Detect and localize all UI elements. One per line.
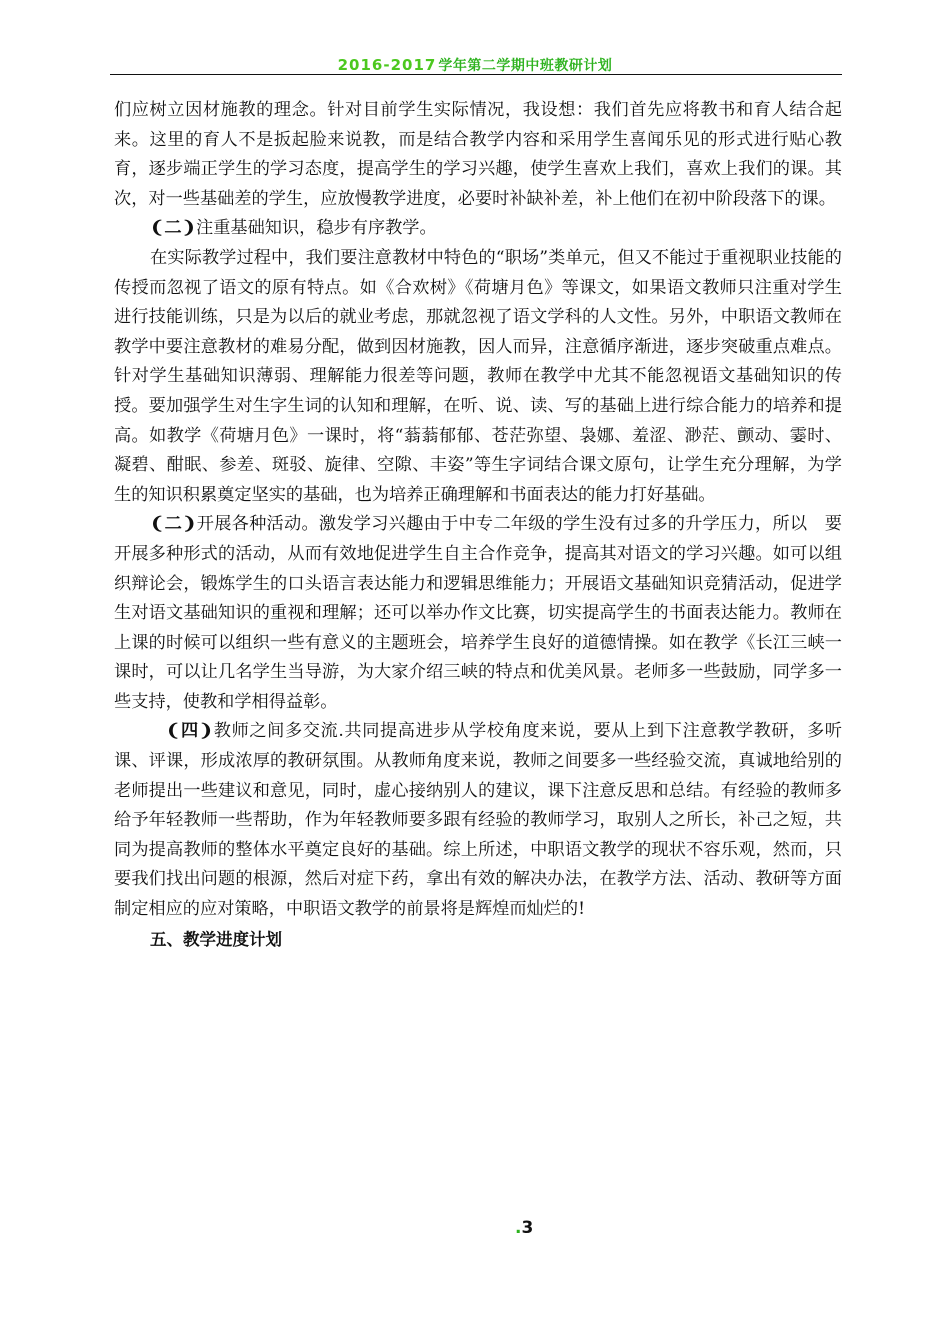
page-number-dot: .: [515, 1218, 522, 1238]
section-text: 教师之间多交流.共同提高进步从学校角度来说，要从上到下注意教学教研，多听课、评课，形成浓厚的教研氛围。从教师角度来说，教师之间要多一些经验交流，真诚地给别的老师提出一些建议和意见，同时，虚心接纳别人的建议，课下注意反思和总结。有经验的教师多给予年轻教师一些帮助，作为年轻教师要多跟有经验的教师学习，取别人之所长，补己之短，共同为提高教师的整体水平奠定良好的基础。综上所述，中职语文教学的现状不容乐观，然而，只要我们找出问题的根源，然后对症下药，拿出有效的解决办法，在教学方法、活动、教研等方面制定相应的应对策略，中职语文教学的前景将是辉煌而灿烂的!: [114, 721, 842, 920]
paragraph-continued: 们应树立因材施教的理念。针对目前学生实际情况，我设想：我们首先应将教书和育人结合起来。这里的育人不是扳起脸来说教，而是结合教学内容和采用学生喜闻乐见的形式进行贴心教育，逐步端正学生的学习态度，提高学生的学习兴趣，使学生喜欢上我们，喜欢上我们的课。其次，对一些基础差的学生，应放慢教学进度，必要时补缺补差，补上他们在初中阶段落下的课。: [114, 100, 842, 209]
header-rule: [110, 74, 842, 75]
header-title: 学年第二学期中班教研计划: [438, 58, 613, 74]
header-year: 2016-2017: [337, 56, 437, 74]
page-number: [515, 1218, 533, 1238]
section-title: 注重基础知识，稳步有序教学。: [196, 218, 437, 239]
section-heading-schedule: 五、教学进度计划: [150, 929, 282, 949]
running-header: [110, 55, 840, 75]
section-heading-basics: [114, 214, 842, 244]
paragraph-basics: 在实际教学过程中，我们要注意教材中特色的“职场”类单元，但又不能过于重视职业技能的传授而忽视了语文的原有特点。如《合欢树》《荷塘月色》等课文，如果语文教师只注重对学生进行技能训练，只是为以后的就业考虑，那就忽视了语文学科的人文性。另外，中职语文教师在教学中要注意教材的难易分配，做到因材施教，因人而异，注意循序渐进，逐步突破重点难点。针对学生基础知识薄弱、理解能力很差等问题，教师在教学中尤其不能忽视语文基础知识的传授。要加强学生对生字生词的认知和理解，在听、说、读、写的基础上进行综合能力的培养和提高。如教学《荷塘月色》一课时，将“蓊蓊郁郁、苍茫弥望、袅娜、羞涩、渺茫、颤动、霎时、凝碧、酣眠、参差、斑驳、旋律、空隙、丰姿”等生字词结合课文原句，让学生充分理解，为学生的知识积累奠定坚实的基础，也为培养正确理解和书面表达的能力打好基础。: [114, 247, 842, 505]
section-marker: ❨二❩: [150, 514, 197, 535]
document-body: [114, 96, 842, 954]
section-marker: ❨二❩: [150, 218, 196, 239]
paragraph-activities: [114, 510, 842, 717]
section-marker: ❨四❩: [166, 721, 214, 742]
paragraph-teacher-exchange: [114, 717, 842, 924]
page-number-value: 3: [521, 1218, 534, 1238]
section-text: 开展各种活动。激发学习兴趣由于中专二年级的学生没有过多的升学压力，所以 要开展多种形式的活动，从而有效地促进学生自主合作竞争，提高其对语文的学习兴趣。如可以组织辩论会，锻炼学生的口头语言表达能力和逻辑思维能力；开展语文基础知识竞猜活动，促进学生对语文基础知识的重视和理解；还可以举办作文比赛，切实提高学生的书面表达能力。教师在上课的时候可以组织一些有意义的主题班会，培养学生良好的道德情操。如在教学《长江三峡一课时，可以让几名学生当导游，为大家介绍三峡的特点和优美风景。老师多一些鼓励，同学多一些支持，使教和学相得益彰。: [114, 514, 842, 712]
